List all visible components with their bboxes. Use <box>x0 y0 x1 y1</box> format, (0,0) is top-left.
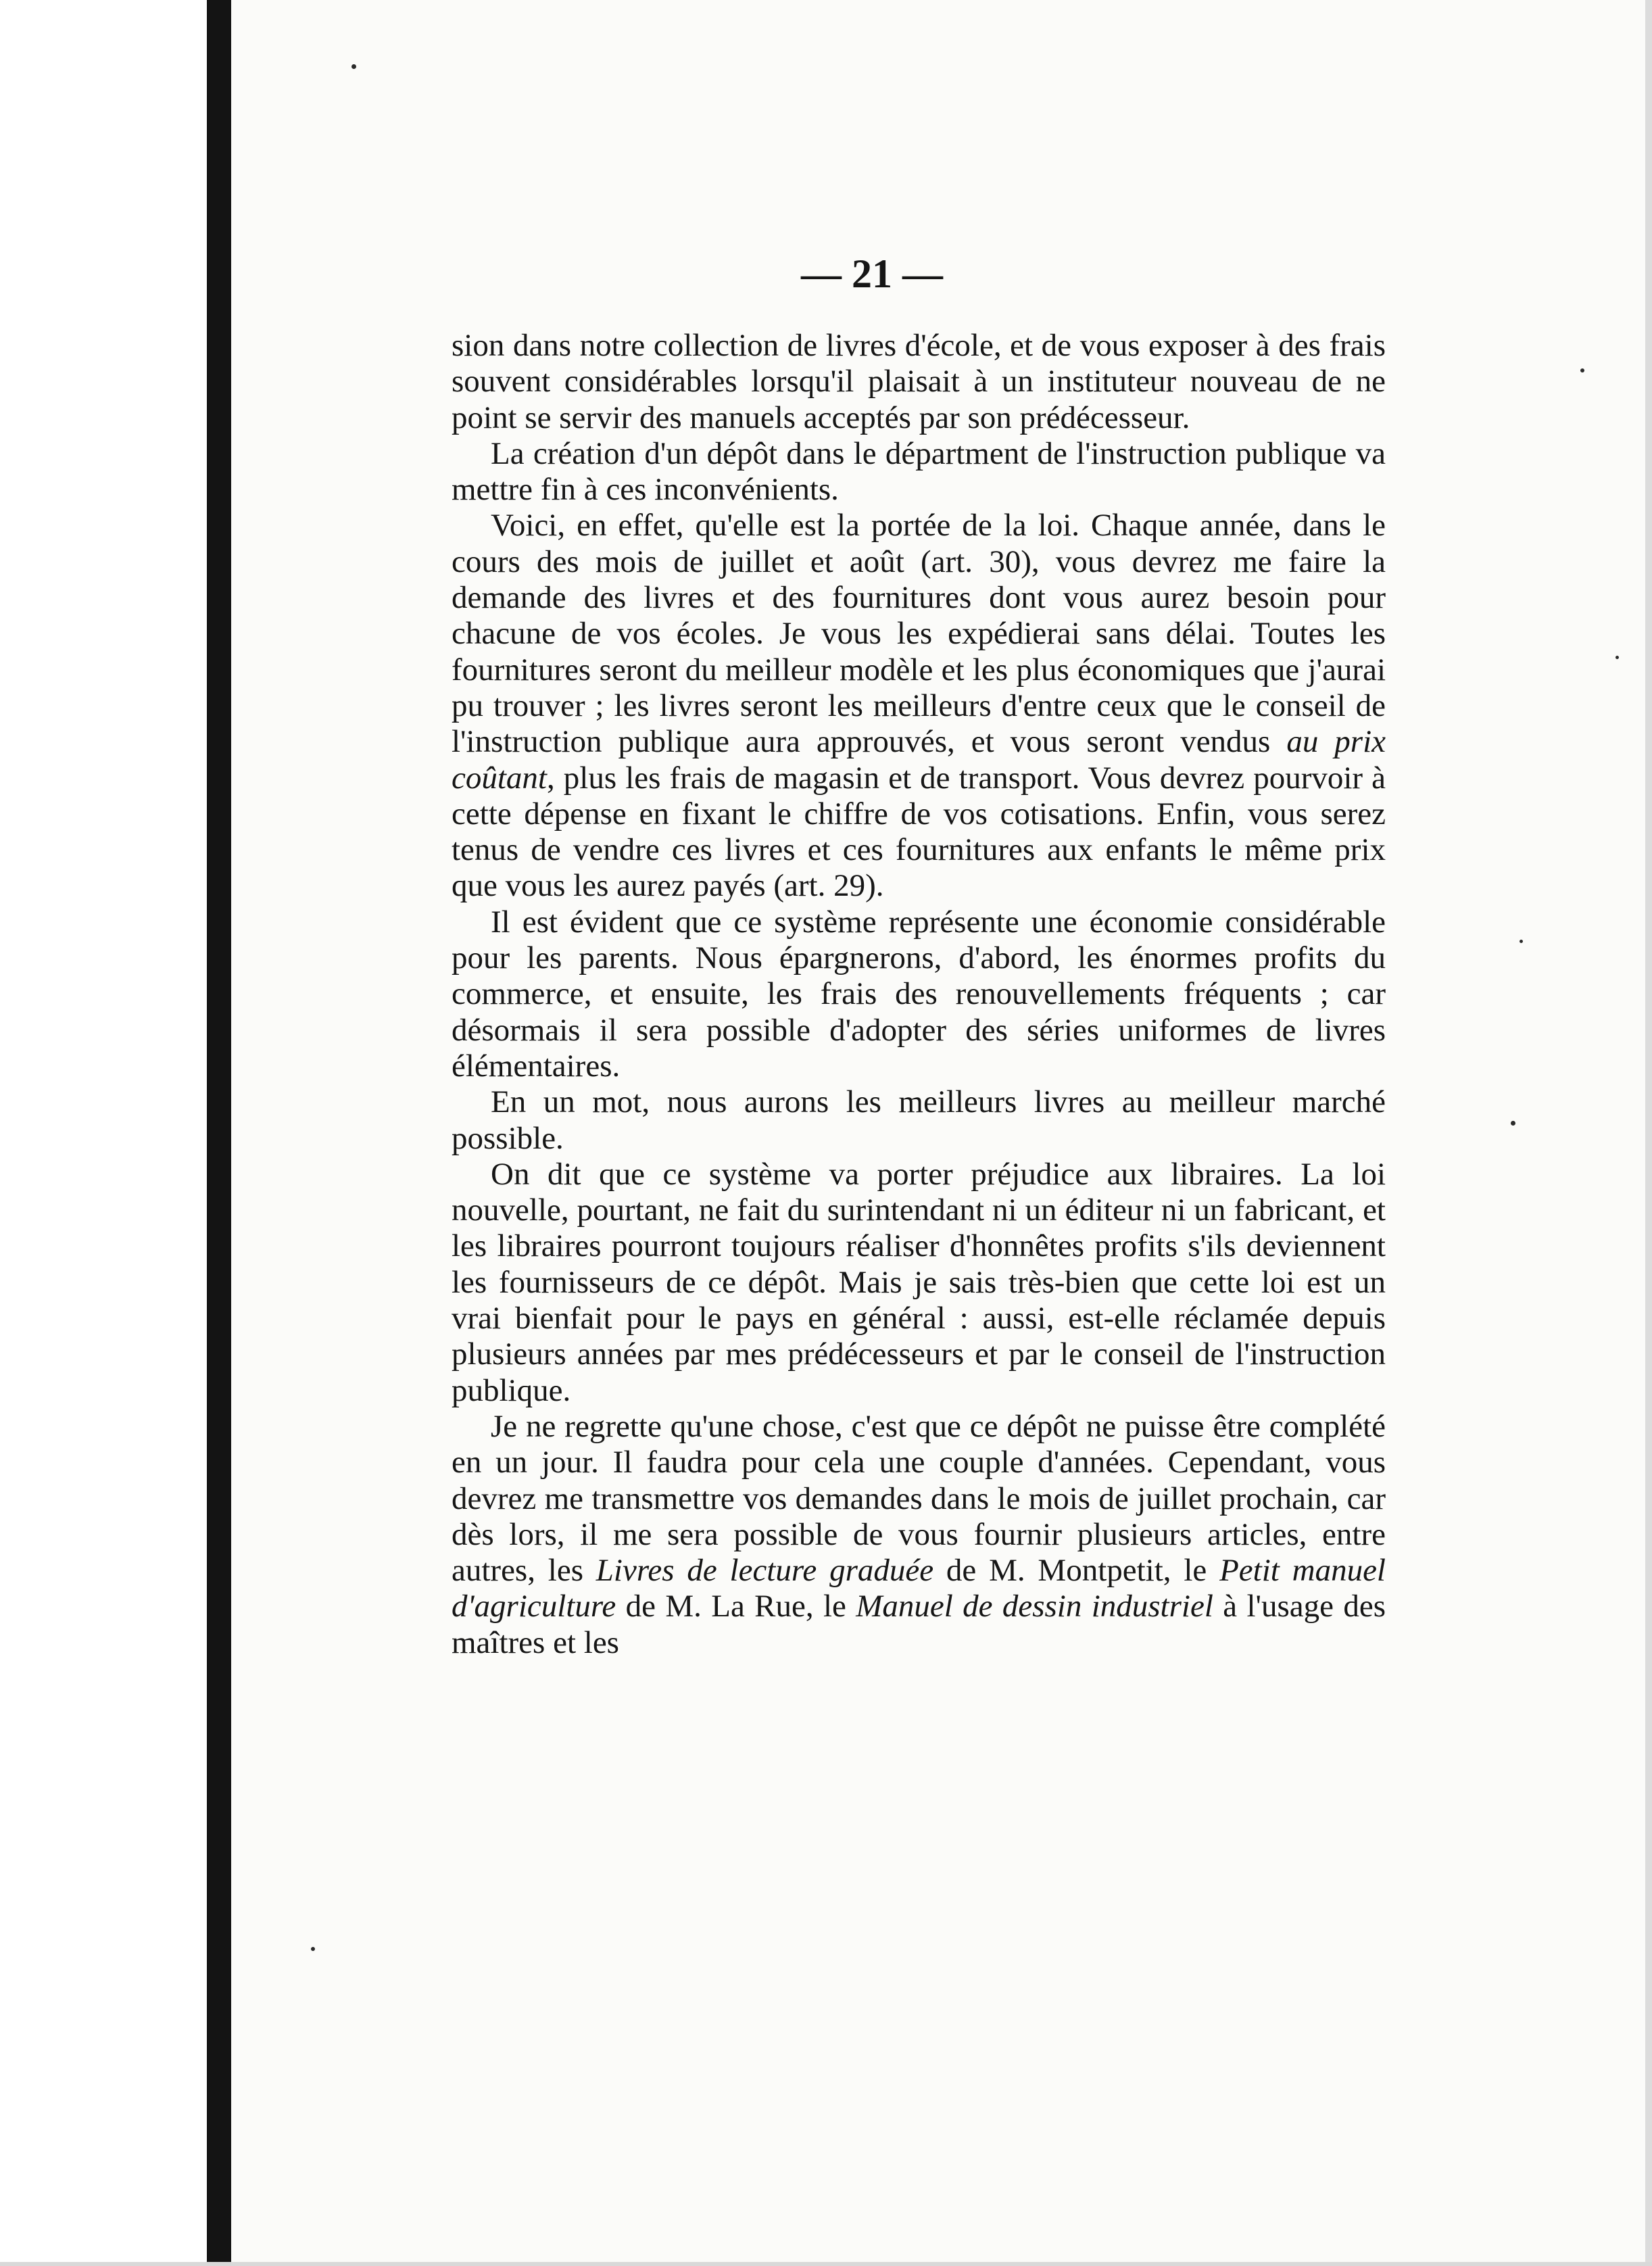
italic-title: au prix coûtant <box>452 724 1386 796</box>
italic-title: Petit manuel d'agriculture <box>452 1553 1386 1624</box>
italic-title: Livres de lecture graduée <box>596 1553 934 1589</box>
paragraph <box>452 508 1386 904</box>
paragraph <box>452 1157 1386 1409</box>
text-run: Il est évident que ce système représente une économie considérable pour les parents. Nous épargnerons, d'abord, les énormes profits du commerce, et ensuite, les frais des renouvellements fréquents ; car désormais il sera possible d'adopter des séries uniformes de livres élémentaires. <box>452 904 1386 1084</box>
text-run: , plus les frais de magasin et de transport. Vous devrez pourvoir à cette dépense en fixant le chiffre de vos cotisations. Enfin, vous serez tenus de vendre ces livres et ces fournitures aux enfants le même prix que vous les aurez payés (art. 29). <box>452 760 1386 904</box>
text-run: On dit que ce système va porter préjudice aux libraires. La loi nouvelle, pourtant, ne fait du surintendant ni un éditeur ni un fabricant, et les libraires pourront toujours réaliser d'honnêtes profits s'ils deviennent les fournisseurs de ce dépôt. Mais je sais très-bien que cette loi est un vrai bienfait pour le pays en général : aussi, est-elle réclamée depuis plusieurs années par mes prédécesseurs et par le conseil de l'instruction publique. <box>452 1156 1386 1408</box>
paragraph <box>452 905 1386 1084</box>
paragraph <box>452 436 1386 508</box>
text-run: de M. Montpetit, le <box>933 1553 1220 1589</box>
text-run: En un mot, nous aurons les meilleurs livres au meilleur marché possible. <box>452 1084 1386 1156</box>
text-run: La création d'un dépôt dans le départment de l'instruction publique va mettre fin à ces inconvénients. <box>452 435 1386 508</box>
binding-edge <box>207 0 231 2266</box>
text-run: Je ne regrette qu'une chose, c'est que ce dépôt ne puisse être complété en un jour. Il faudra pour cela une couple d'années. Cependant, vous devrez me transmettre vos demandes dans le mois de juillet prochain, car dès lors, il me sera possible de vous fournir plusieurs articles, entre autres, les <box>452 1408 1386 1589</box>
text-run: de M. La Rue, le <box>616 1589 856 1624</box>
paragraph <box>452 1084 1386 1157</box>
text-run: sion dans notre collection de livres d'école, et de vous exposer à des frais souvent considérables lorsqu'il plaisait à un instituteur nouveau de ne point se servir des manuels acceptés par son prédécesseur. <box>452 328 1386 435</box>
body-text <box>452 328 1386 1661</box>
bottom-page-edge <box>0 2262 1652 2266</box>
text-run: Voici, en effet, qu'elle est la portée de la loi. Chaque année, dans le cours des mois de juillet et août (art. 30), vous devrez me faire la demande des livres et des fournitures dont vous aurez besoin pour chacune de vos écoles. Je vous les expédierai sans délai. Toutes les fournitures seront du meilleur modèle et les plus économiques que j'aurai pu trouver ; les livres seront les meilleurs d'entre ceux que le conseil de l'instruction publique aura approuvés, et vous seront vendus <box>452 508 1386 760</box>
right-page-edge <box>1645 0 1652 2266</box>
page-number: — 21 — <box>801 251 943 296</box>
left-margin-strip <box>0 0 211 2266</box>
italic-title: Manuel de dessin industriel <box>856 1589 1213 1624</box>
text-run: à l'usage des maîtres et les <box>452 1589 1386 1660</box>
paragraph <box>452 1409 1386 1661</box>
paragraph <box>452 328 1386 436</box>
